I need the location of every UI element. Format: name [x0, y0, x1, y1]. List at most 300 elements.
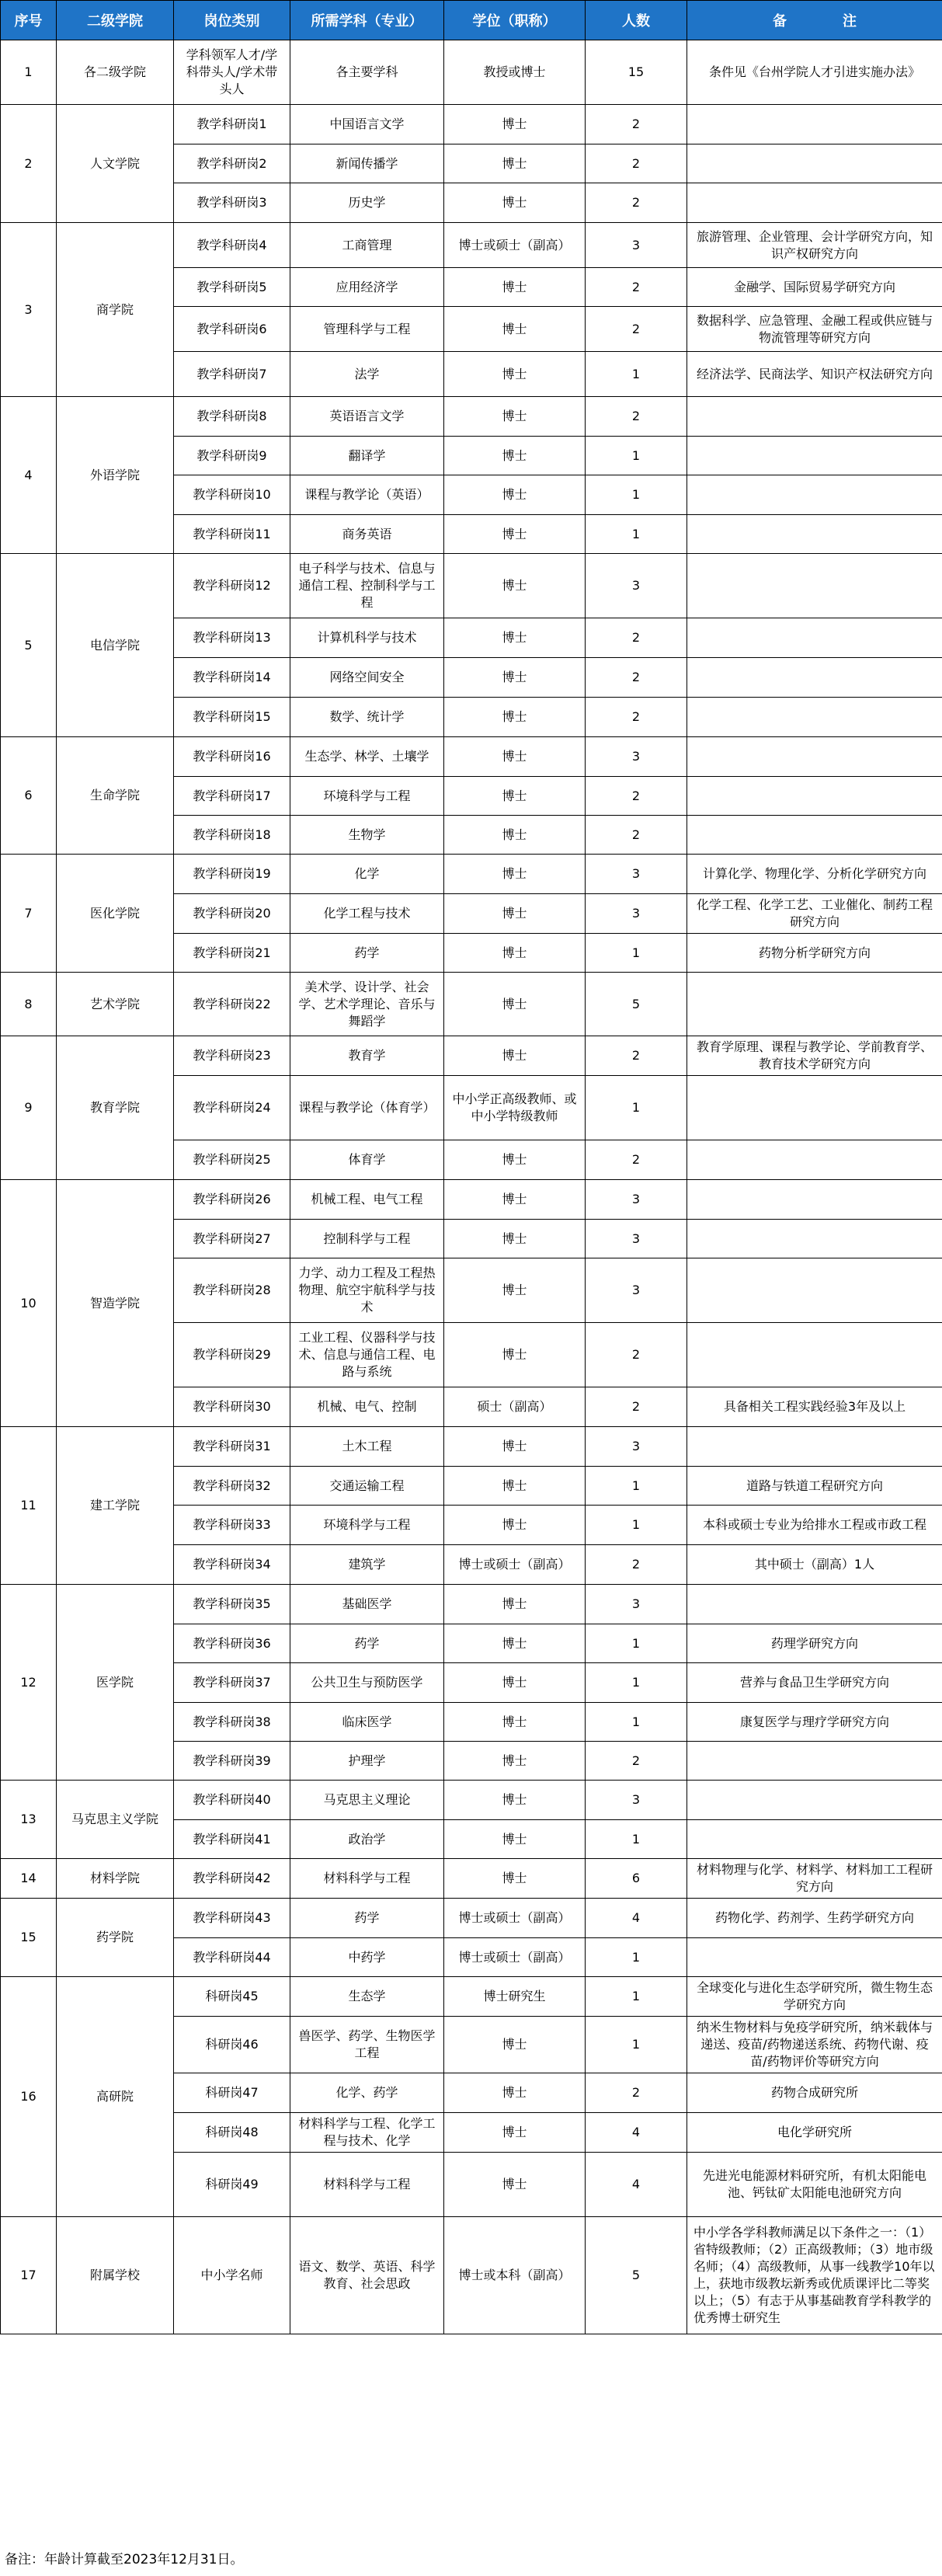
cell-discipline: 药学 [290, 934, 444, 973]
cell-count: 3 [586, 1585, 687, 1624]
cell-discipline: 化学工程与技术 [290, 894, 444, 934]
cell-position: 教学科研岗23 [174, 1036, 290, 1076]
cell-remarks [687, 777, 942, 816]
cell-degree: 博士 [444, 105, 586, 144]
cell-discipline: 药学 [290, 1899, 444, 1938]
cell-degree: 博士 [444, 855, 586, 894]
cell-degree: 博士 [444, 1467, 586, 1506]
cell-count: 2 [586, 2073, 687, 2113]
cell-college: 人文学院 [57, 105, 174, 223]
cell-remarks: 电化学研究所 [687, 2113, 942, 2153]
cell-remarks: 数据科学、应急管理、金融工程或供应链与物流管理等研究方向 [687, 307, 942, 352]
table-row [1, 1585, 942, 1624]
cell-count: 3 [586, 554, 687, 618]
cell-degree: 博士 [444, 934, 586, 973]
cell-no: 2 [1, 105, 57, 223]
cell-discipline: 材料科学与工程、化学工程与技术、化学 [290, 2113, 444, 2153]
cell-discipline: 中国语言文学 [290, 105, 444, 144]
cell-degree: 博士 [444, 515, 586, 554]
cell-remarks [687, 1220, 942, 1258]
cell-position: 教学科研岗41 [174, 1820, 290, 1859]
cell-position: 教学科研岗17 [174, 777, 290, 816]
cell-position: 教学科研岗32 [174, 1467, 290, 1506]
cell-discipline: 化学、药学 [290, 2073, 444, 2113]
cell-discipline: 力学、动力工程及工程热物理、航空宇航科学与技术 [290, 1258, 444, 1323]
cell-position: 教学科研岗43 [174, 1899, 290, 1938]
cell-count: 1 [586, 1820, 687, 1859]
cell-count: 1 [586, 515, 687, 554]
cell-position: 教学科研岗9 [174, 437, 290, 475]
cell-remarks [687, 1076, 942, 1140]
cell-degree: 博士 [444, 1663, 586, 1703]
cell-no: 14 [1, 1859, 57, 1899]
cell-discipline: 新闻传播学 [290, 144, 444, 183]
cell-remarks: 具备相关工程实践经验3年及以上 [687, 1387, 942, 1427]
cell-remarks: 药物化学、药剂学、生药学研究方向 [687, 1899, 942, 1938]
cell-degree: 博士 [444, 1742, 586, 1781]
cell-college: 医学院 [57, 1585, 174, 1781]
cell-degree: 博士 [444, 1427, 586, 1467]
cell-discipline: 基础医学 [290, 1585, 444, 1624]
cell-count: 2 [586, 268, 687, 307]
cell-count: 2 [586, 1036, 687, 1076]
cell-count: 3 [586, 1258, 687, 1323]
cell-count: 2 [586, 307, 687, 352]
col-header-remarks: 备 注 [687, 1, 942, 40]
table-row [1, 855, 942, 894]
cell-count: 2 [586, 777, 687, 816]
cell-position: 教学科研岗18 [174, 816, 290, 855]
col-header-no: 序号 [1, 1, 57, 40]
cell-count: 1 [586, 1506, 687, 1545]
cell-discipline: 商务英语 [290, 515, 444, 554]
cell-remarks [687, 1585, 942, 1624]
cell-count: 3 [586, 223, 687, 268]
table-row [1, 397, 942, 437]
cell-college: 商学院 [57, 223, 174, 397]
cell-remarks: 营养与食品卫生学研究方向 [687, 1663, 942, 1703]
cell-college: 马克思主义学院 [57, 1781, 174, 1859]
table-row [1, 1781, 942, 1820]
cell-degree: 博士 [444, 1140, 586, 1180]
cell-remarks [687, 1820, 942, 1859]
cell-discipline: 工商管理 [290, 223, 444, 268]
cell-position: 教学科研岗8 [174, 397, 290, 437]
cell-count: 1 [586, 437, 687, 475]
cell-discipline: 课程与教学论（体育学） [290, 1076, 444, 1140]
cell-remarks [687, 618, 942, 658]
cell-discipline: 化学 [290, 855, 444, 894]
cell-degree: 博士或硕士（副高） [444, 1545, 586, 1585]
cell-degree: 博士 [444, 1258, 586, 1323]
cell-count: 4 [586, 2113, 687, 2153]
cell-count: 3 [586, 1220, 687, 1258]
cell-position: 教学科研岗35 [174, 1585, 290, 1624]
table-row [1, 1859, 942, 1899]
table-row [1, 2217, 942, 2334]
cell-remarks [687, 554, 942, 618]
table-row [1, 737, 942, 777]
cell-position: 教学科研岗44 [174, 1938, 290, 1977]
cell-degree: 博士 [444, 894, 586, 934]
cell-remarks: 计算化学、物理化学、分析化学研究方向 [687, 855, 942, 894]
cell-discipline: 机械工程、电气工程 [290, 1180, 444, 1220]
table-row [1, 1036, 942, 1076]
cell-count: 2 [586, 1545, 687, 1585]
cell-degree: 博士 [444, 2017, 586, 2073]
cell-no: 13 [1, 1781, 57, 1859]
cell-position: 教学科研岗30 [174, 1387, 290, 1427]
col-header-college: 二级学院 [57, 1, 174, 40]
cell-remarks [687, 737, 942, 777]
cell-degree: 博士 [444, 973, 586, 1036]
cell-remarks: 药理学研究方向 [687, 1624, 942, 1663]
cell-remarks [687, 183, 942, 223]
cell-position: 教学科研岗37 [174, 1663, 290, 1703]
cell-remarks [687, 397, 942, 437]
cell-remarks [687, 1427, 942, 1467]
cell-degree: 博士 [444, 554, 586, 618]
cell-remarks [687, 437, 942, 475]
cell-degree: 博士 [444, 475, 586, 515]
cell-discipline: 生物学 [290, 816, 444, 855]
cell-count: 3 [586, 894, 687, 934]
cell-degree: 博士 [444, 1036, 586, 1076]
cell-remarks: 其中硕士（副高）1人 [687, 1545, 942, 1585]
cell-degree: 博士 [444, 777, 586, 816]
cell-discipline: 兽医学、药学、生物医学工程 [290, 2017, 444, 2073]
cell-remarks: 经济法学、民商法学、知识产权法研究方向 [687, 352, 942, 397]
cell-discipline: 建筑学 [290, 1545, 444, 1585]
cell-position: 教学科研岗11 [174, 515, 290, 554]
cell-degree: 博士 [444, 183, 586, 223]
table-row [1, 40, 942, 105]
cell-remarks [687, 1323, 942, 1387]
cell-no: 3 [1, 223, 57, 397]
cell-count: 15 [586, 40, 687, 105]
cell-no: 6 [1, 737, 57, 855]
cell-remarks: 全球变化与进化生态学研究所，微生物生态学研究方向 [687, 1977, 942, 2017]
cell-position: 教学科研岗34 [174, 1545, 290, 1585]
cell-position: 教学科研岗21 [174, 934, 290, 973]
cell-remarks [687, 475, 942, 515]
cell-no: 8 [1, 973, 57, 1036]
header-row [1, 1, 942, 40]
cell-discipline: 护理学 [290, 1742, 444, 1781]
cell-position: 科研岗46 [174, 2017, 290, 2073]
cell-position: 教学科研岗13 [174, 618, 290, 658]
cell-position: 教学科研岗26 [174, 1180, 290, 1220]
cell-college: 建工学院 [57, 1427, 174, 1585]
cell-count: 1 [586, 475, 687, 515]
cell-degree: 博士 [444, 268, 586, 307]
cell-count: 1 [586, 2017, 687, 2073]
cell-remarks: 药物分析学研究方向 [687, 934, 942, 973]
cell-degree: 博士 [444, 144, 586, 183]
cell-degree: 博士或硕士（副高） [444, 1899, 586, 1938]
cell-remarks [687, 1781, 942, 1820]
cell-discipline: 法学 [290, 352, 444, 397]
cell-discipline: 工业工程、仪器科学与技术、信息与通信工程、电路与系统 [290, 1323, 444, 1387]
cell-remarks: 道路与铁道工程研究方向 [687, 1467, 942, 1506]
cell-degree: 中小学正高级教师、或中小学特级教师 [444, 1076, 586, 1140]
cell-degree: 博士 [444, 2153, 586, 2217]
cell-degree: 博士 [444, 1820, 586, 1859]
cell-remarks [687, 1180, 942, 1220]
cell-discipline: 交通运输工程 [290, 1467, 444, 1506]
cell-position: 科研岗49 [174, 2153, 290, 2217]
cell-discipline: 数学、统计学 [290, 698, 444, 737]
cell-position: 中小学名师 [174, 2217, 290, 2334]
cell-degree: 博士 [444, 737, 586, 777]
cell-count: 2 [586, 1387, 687, 1427]
cell-position: 教学科研岗4 [174, 223, 290, 268]
cell-discipline: 历史学 [290, 183, 444, 223]
cell-discipline: 美术学、设计学、社会学、艺术学理论、音乐与舞蹈学 [290, 973, 444, 1036]
cell-position: 教学科研岗2 [174, 144, 290, 183]
cell-position: 学科领军人才/学科带头人/学术带头人 [174, 40, 290, 105]
cell-remarks: 教育学原理、课程与教学论、学前教育学、教育技术学研究方向 [687, 1036, 942, 1076]
cell-remarks [687, 973, 942, 1036]
cell-position: 教学科研岗33 [174, 1506, 290, 1545]
cell-remarks: 旅游管理、企业管理、会计学研究方向，知识产权研究方向 [687, 223, 942, 268]
cell-degree: 博士或硕士（副高） [444, 1938, 586, 1977]
cell-degree: 硕士（副高） [444, 1387, 586, 1427]
cell-degree: 博士 [444, 658, 586, 698]
cell-count: 2 [586, 183, 687, 223]
cell-count: 1 [586, 1663, 687, 1703]
cell-position: 教学科研岗31 [174, 1427, 290, 1467]
table-body [1, 40, 942, 2334]
cell-college: 医化学院 [57, 855, 174, 973]
cell-position: 教学科研岗28 [174, 1258, 290, 1323]
cell-degree: 博士 [444, 352, 586, 397]
cell-college: 外语学院 [57, 397, 174, 554]
cell-position: 教学科研岗38 [174, 1703, 290, 1742]
cell-degree: 博士 [444, 397, 586, 437]
cell-count: 2 [586, 1742, 687, 1781]
cell-no: 17 [1, 2217, 57, 2334]
cell-no: 1 [1, 40, 57, 105]
table-row [1, 1899, 942, 1938]
cell-remarks: 纳米生物材料与免疫学研究所，纳米载体与递送、疫苗/药物递送系统、药物代谢、疫苗/药物评价等研究方向 [687, 2017, 942, 2073]
cell-discipline: 公共卫生与预防医学 [290, 1663, 444, 1703]
cell-remarks: 金融学、国际贸易学研究方向 [687, 268, 942, 307]
cell-discipline: 英语语言文学 [290, 397, 444, 437]
cell-discipline: 教育学 [290, 1036, 444, 1076]
cell-position: 教学科研岗39 [174, 1742, 290, 1781]
col-header-degree: 学位（职称） [444, 1, 586, 40]
cell-degree: 博士 [444, 698, 586, 737]
cell-discipline: 环境科学与工程 [290, 1506, 444, 1545]
cell-degree: 博士 [444, 816, 586, 855]
cell-college: 电信学院 [57, 554, 174, 737]
cell-position: 教学科研岗29 [174, 1323, 290, 1387]
cell-count: 2 [586, 1323, 687, 1387]
cell-count: 1 [586, 1977, 687, 2017]
cell-no: 5 [1, 554, 57, 737]
cell-count: 3 [586, 737, 687, 777]
cell-position: 教学科研岗16 [174, 737, 290, 777]
cell-count: 5 [586, 973, 687, 1036]
cell-position: 教学科研岗1 [174, 105, 290, 144]
cell-count: 4 [586, 2153, 687, 2217]
cell-degree: 博士 [444, 437, 586, 475]
cell-position: 教学科研岗12 [174, 554, 290, 618]
cell-position: 教学科研岗10 [174, 475, 290, 515]
cell-position: 教学科研岗42 [174, 1859, 290, 1899]
cell-position: 教学科研岗19 [174, 855, 290, 894]
cell-no: 11 [1, 1427, 57, 1585]
cell-degree: 博士或本科（副高） [444, 2217, 586, 2334]
col-header-position: 岗位类别 [174, 1, 290, 40]
cell-degree: 博士研究生 [444, 1977, 586, 2017]
cell-discipline: 生态学、林学、土壤学 [290, 737, 444, 777]
cell-position: 教学科研岗20 [174, 894, 290, 934]
cell-college: 智造学院 [57, 1180, 174, 1427]
cell-degree: 博士 [444, 307, 586, 352]
cell-count: 2 [586, 658, 687, 698]
table-row [1, 105, 942, 144]
cell-count: 1 [586, 1624, 687, 1663]
cell-position: 教学科研岗40 [174, 1781, 290, 1820]
cell-no: 15 [1, 1899, 57, 1977]
cell-position: 教学科研岗15 [174, 698, 290, 737]
cell-remarks [687, 1938, 942, 1977]
cell-college: 附属学校 [57, 2217, 174, 2334]
cell-remarks: 康复医学与理疗学研究方向 [687, 1703, 942, 1742]
cell-discipline: 控制科学与工程 [290, 1220, 444, 1258]
table-row [1, 223, 942, 268]
cell-discipline: 体育学 [290, 1140, 444, 1180]
cell-college: 教育学院 [57, 1036, 174, 1180]
cell-count: 5 [586, 2217, 687, 2334]
cell-position: 教学科研岗5 [174, 268, 290, 307]
cell-no: 10 [1, 1180, 57, 1427]
cell-count: 2 [586, 618, 687, 658]
cell-discipline: 土木工程 [290, 1427, 444, 1467]
cell-discipline: 语文、数学、英语、科学教育、社会思政 [290, 2217, 444, 2334]
cell-position: 科研岗47 [174, 2073, 290, 2113]
cell-count: 2 [586, 698, 687, 737]
cell-degree: 博士 [444, 618, 586, 658]
footnote: 备注：年龄计算截至2023年12月31日。 [5, 2552, 244, 2567]
cell-degree: 博士 [444, 1703, 586, 1742]
cell-degree: 教授或博士 [444, 40, 586, 105]
cell-college: 生命学院 [57, 737, 174, 855]
cell-discipline: 应用经济学 [290, 268, 444, 307]
cell-discipline: 管理科学与工程 [290, 307, 444, 352]
table-row [1, 973, 942, 1036]
cell-count: 2 [586, 816, 687, 855]
cell-discipline: 生态学 [290, 1977, 444, 2017]
cell-college: 各二级学院 [57, 40, 174, 105]
cell-discipline: 药学 [290, 1624, 444, 1663]
cell-degree: 博士 [444, 1624, 586, 1663]
col-header-discipline: 所需学科（专业） [290, 1, 444, 40]
cell-college: 高研院 [57, 1977, 174, 2217]
cell-count: 2 [586, 397, 687, 437]
cell-discipline: 政治学 [290, 1820, 444, 1859]
cell-remarks: 条件见《台州学院人才引进实施办法》 [687, 40, 942, 105]
cell-discipline: 网络空间安全 [290, 658, 444, 698]
cell-count: 4 [586, 1899, 687, 1938]
cell-college: 艺术学院 [57, 973, 174, 1036]
cell-discipline: 中药学 [290, 1938, 444, 1977]
cell-remarks [687, 1258, 942, 1323]
cell-count: 1 [586, 352, 687, 397]
cell-discipline: 环境科学与工程 [290, 777, 444, 816]
cell-count: 1 [586, 934, 687, 973]
cell-position: 教学科研岗22 [174, 973, 290, 1036]
table-row [1, 554, 942, 618]
table-row [1, 1180, 942, 1220]
cell-remarks: 药物合成研究所 [687, 2073, 942, 2113]
cell-degree: 博士或硕士（副高） [444, 223, 586, 268]
cell-position: 科研岗45 [174, 1977, 290, 2017]
cell-college: 药学院 [57, 1899, 174, 1977]
cell-count: 3 [586, 1781, 687, 1820]
cell-remarks [687, 658, 942, 698]
cell-no: 12 [1, 1585, 57, 1781]
cell-position: 教学科研岗3 [174, 183, 290, 223]
cell-count: 3 [586, 1180, 687, 1220]
cell-degree: 博士 [444, 1781, 586, 1820]
cell-count: 1 [586, 1076, 687, 1140]
cell-no: 9 [1, 1036, 57, 1180]
cell-degree: 博士 [444, 1220, 586, 1258]
cell-position: 教学科研岗25 [174, 1140, 290, 1180]
cell-count: 3 [586, 1427, 687, 1467]
cell-discipline: 翻译学 [290, 437, 444, 475]
cell-remarks: 本科或硕士专业为给排水工程或市政工程 [687, 1506, 942, 1545]
cell-remarks [687, 698, 942, 737]
cell-degree: 博士 [444, 1323, 586, 1387]
cell-count: 6 [586, 1859, 687, 1899]
cell-position: 教学科研岗27 [174, 1220, 290, 1258]
cell-college: 材料学院 [57, 1859, 174, 1899]
cell-remarks: 先进光电能源材料研究所，有机太阳能电池、钙钛矿太阳能电池研究方向 [687, 2153, 942, 2217]
cell-discipline: 计算机科学与技术 [290, 618, 444, 658]
cell-no: 16 [1, 1977, 57, 2217]
cell-degree: 博士 [444, 2073, 586, 2113]
table-row [1, 1427, 942, 1467]
cell-position: 教学科研岗24 [174, 1076, 290, 1140]
cell-discipline: 材料科学与工程 [290, 1859, 444, 1899]
cell-count: 2 [586, 105, 687, 144]
cell-remarks: 中小学各学科教师满足以下条件之一：（1）省特级教师；（2）正高级教师；（3）地市级名师；（4）高级教师，从事一线教学10年以上，获地市级教坛新秀或优质课评比二等奖以上；（5）有志于从事基础教育学科教学的优秀博士研究生 [687, 2217, 942, 2334]
cell-degree: 博士 [444, 1585, 586, 1624]
cell-count: 1 [586, 1938, 687, 1977]
cell-remarks: 化学工程、化学工艺、工业催化、制药工程研究方向 [687, 894, 942, 934]
cell-discipline: 机械、电气、控制 [290, 1387, 444, 1427]
cell-remarks [687, 1140, 942, 1180]
cell-degree: 博士 [444, 1180, 586, 1220]
cell-discipline: 材料科学与工程 [290, 2153, 444, 2217]
table-row [1, 1977, 942, 2017]
cell-discipline: 课程与教学论（英语） [290, 475, 444, 515]
cell-position: 教学科研岗7 [174, 352, 290, 397]
cell-no: 7 [1, 855, 57, 973]
cell-degree: 博士 [444, 1506, 586, 1545]
cell-degree: 博士 [444, 1859, 586, 1899]
cell-remarks [687, 515, 942, 554]
cell-discipline: 马克思主义理论 [290, 1781, 444, 1820]
cell-position: 科研岗48 [174, 2113, 290, 2153]
cell-remarks [687, 105, 942, 144]
cell-no: 4 [1, 397, 57, 554]
cell-position: 教学科研岗14 [174, 658, 290, 698]
